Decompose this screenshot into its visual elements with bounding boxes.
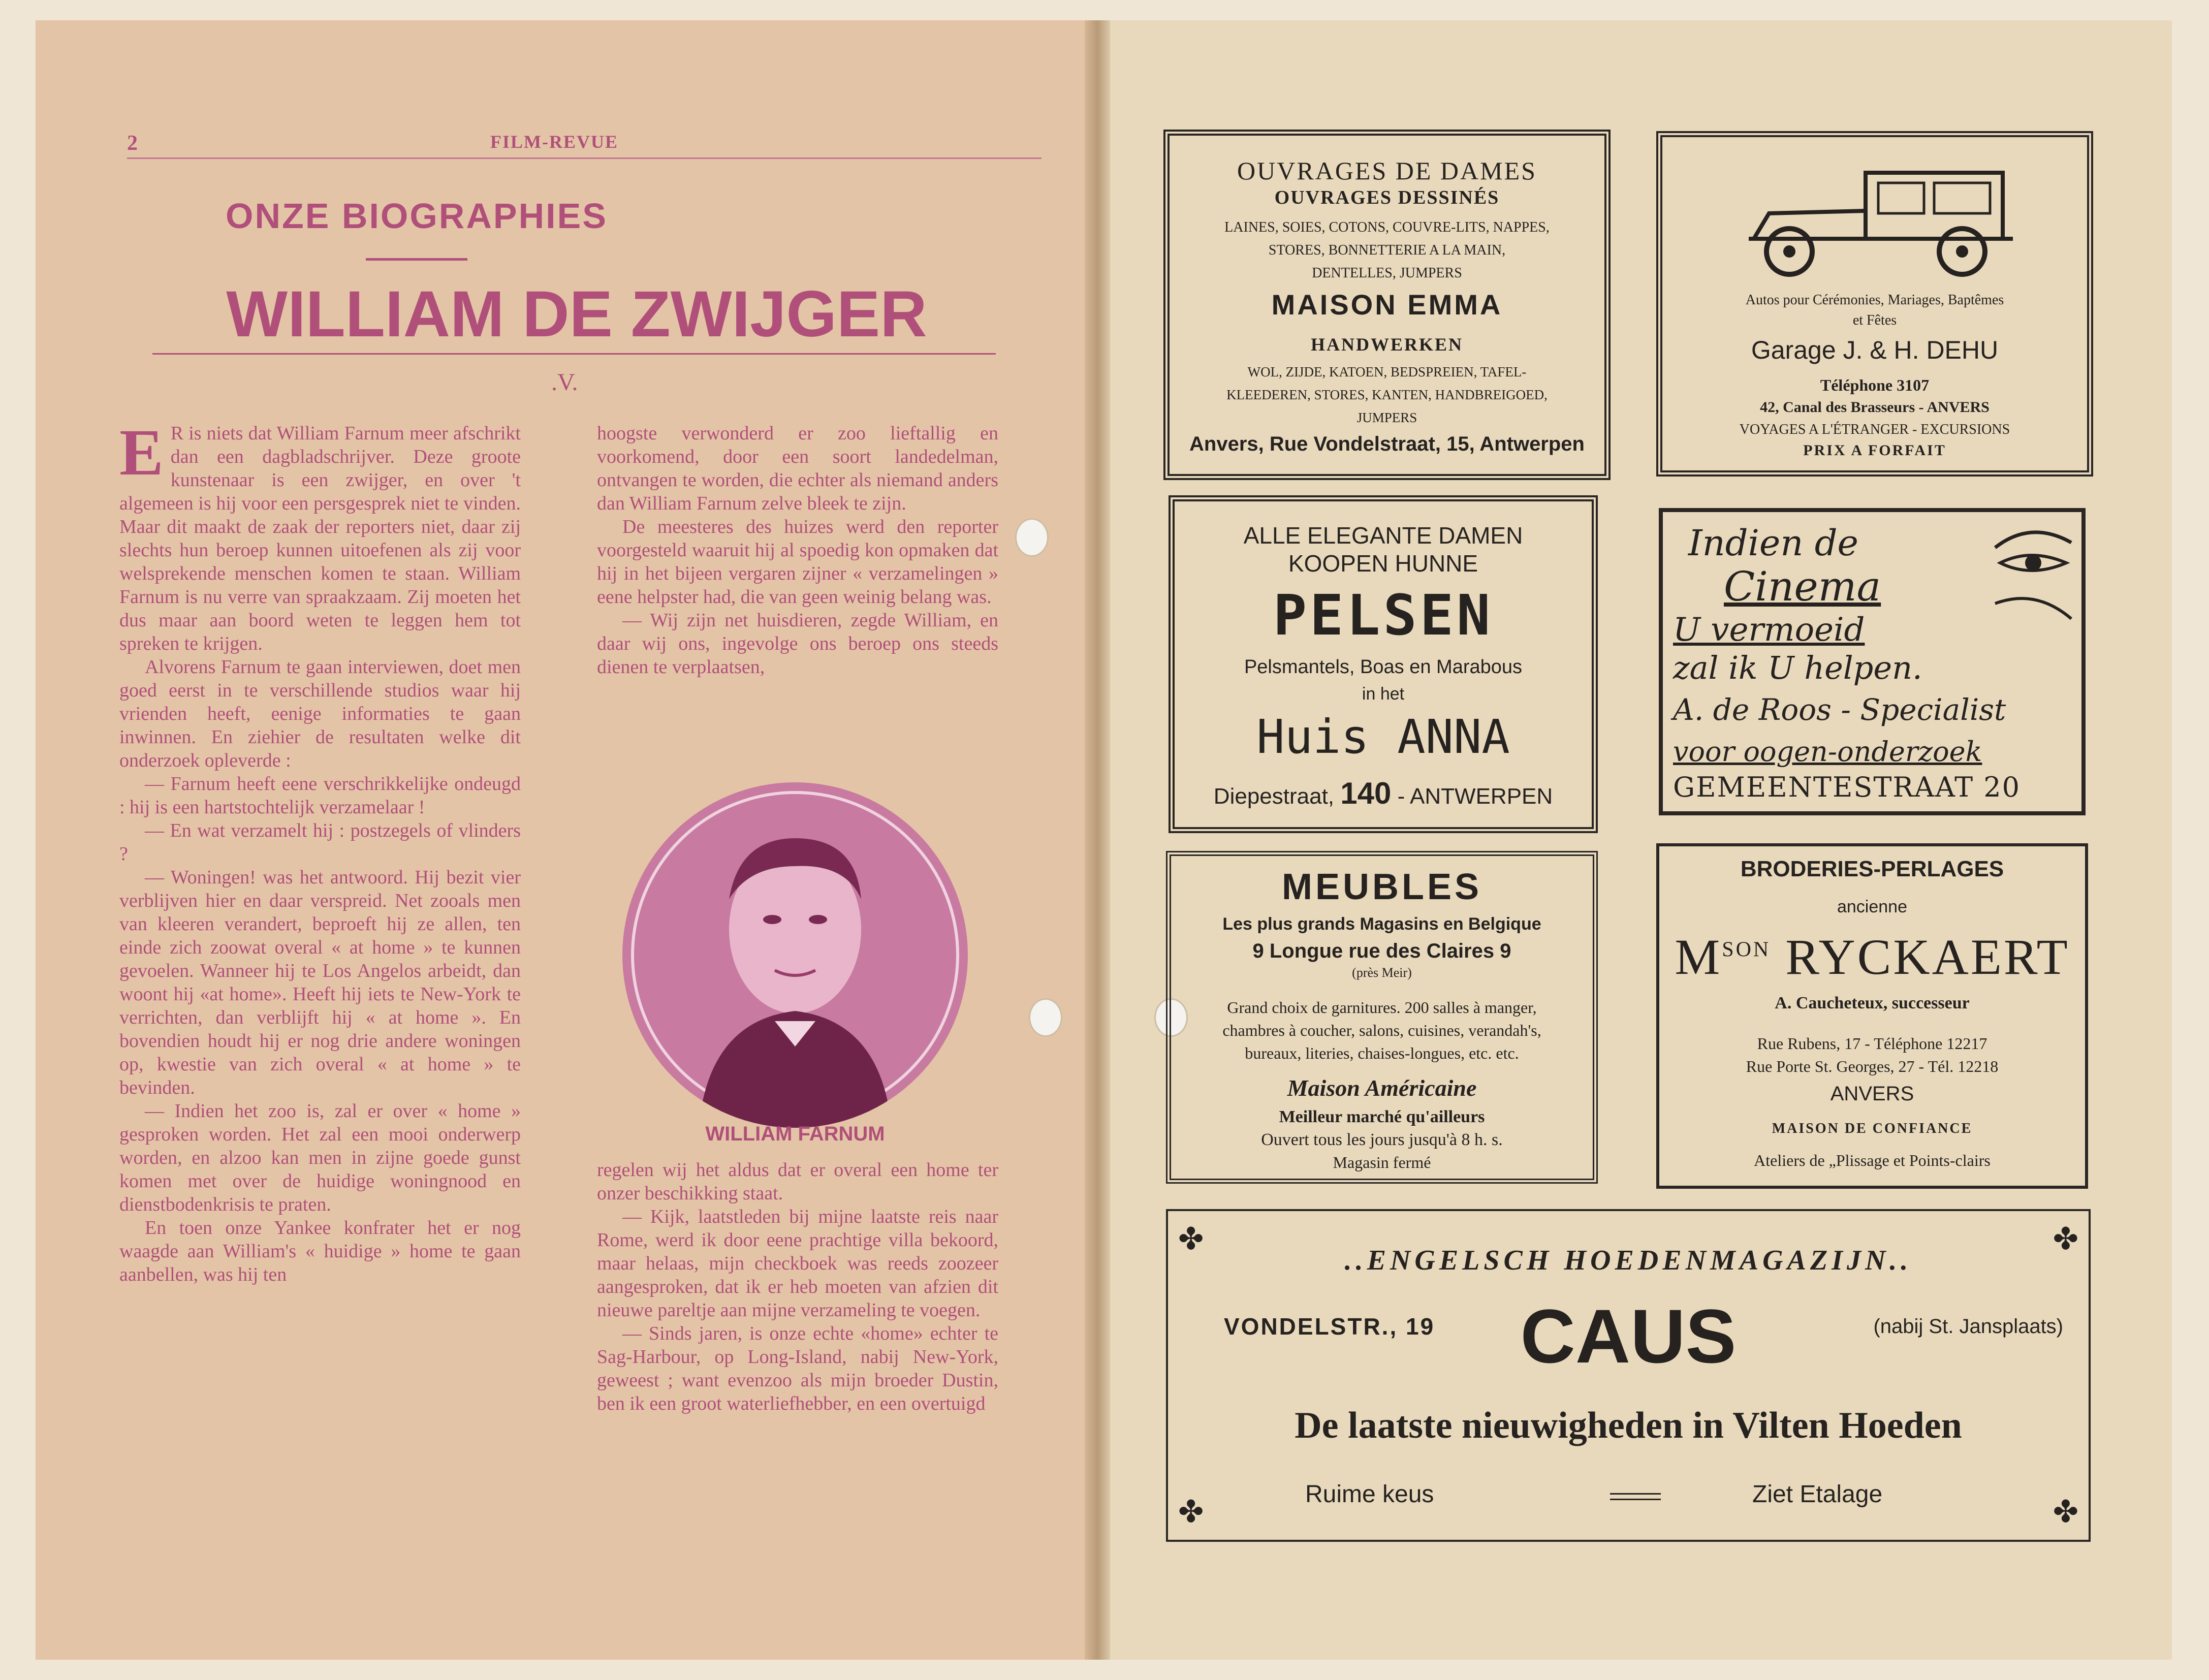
ad-line: bureaux, literies, chaises-longues, etc. etc. — [1245, 1044, 1519, 1062]
page-number: 2 — [127, 132, 138, 155]
headline-ornament: .V. — [551, 369, 578, 396]
name: RYCKAERT — [1785, 929, 2070, 985]
paragraph: regelen wij het aldus dat er overal een home ter onzer beschikking staat. — [597, 1159, 998, 1204]
ad-huis-anna — [1169, 495, 1598, 833]
punch-hole — [1029, 998, 1062, 1037]
paragraph: En toen onze Yankee konfrater het er nog waagde aan William's « huidige » home te gaan aanbellen, was hij ten — [119, 1217, 521, 1285]
ad-line: Ateliers de „Plissage et Points-clairs — [1754, 1151, 1991, 1169]
ad-line: ALLE ELEGANTE DAMEN — [1243, 522, 1523, 549]
ad-address: VONDELSTR., 19 — [1224, 1313, 1435, 1340]
ad-line: OUVRAGES DESSINÉS — [1274, 187, 1500, 208]
ad-line: zal ik U helpen. — [1673, 649, 1922, 686]
ad-business-name: CAUS — [1520, 1293, 1737, 1379]
name-prefix: M — [1675, 929, 1722, 985]
headline-underline — [152, 353, 996, 355]
ad-line: voor oogen-onderzoek — [1673, 736, 1982, 768]
ad-address: 42, Canal des Brasseurs - ANVERS — [1760, 399, 1990, 416]
ad-line: Les plus grands Magasins en Belgique — [1222, 914, 1541, 934]
ad-line: in het — [1362, 684, 1405, 704]
section-title: ONZE BIOGRAPHIES — [226, 196, 608, 236]
article-column-2-top — [597, 422, 998, 679]
title-rule — [366, 258, 467, 261]
paragraph: — Sinds jaren, is onze echte «home» echter te Sag-Harbour, op Long-Island, nabij New-York, geweest ; want evenzoo als mijn broeder Dustin, ben ik een groot waterliefhebber, en een overtuigd — [597, 1323, 998, 1414]
ad-line: A. Caucheteux, successeur — [1775, 994, 1970, 1012]
paragraph: — Wij zijn net huisdieren, zegde William, en daar wij ons, ingevolge ons beroep ons steeds dienen te verplaatsen, — [597, 610, 998, 678]
ad-address: Rue Porte St. Georges, 27 - Tél. 12218 — [1746, 1057, 1999, 1075]
ad-line: GEMEENTESTRAAT 20 — [1673, 771, 2021, 803]
article-column-2-bottom — [597, 1158, 998, 1415]
ad-address — [1175, 776, 1592, 811]
paragraph: hoogste verwonderd er zoo lieftallig en voorkomend, door een soort landedelman, ontvangen te worden, die echter als niemand anders dan William Farnum zelve bleek te zijn. — [597, 423, 998, 514]
running-header — [127, 127, 1042, 159]
ad-line: Ruime keus — [1305, 1481, 1434, 1508]
ad-line: PRIX A FORFAIT — [1803, 442, 1946, 459]
ad-meubles — [1166, 851, 1598, 1184]
ad-phone: Téléphone 3107 — [1820, 376, 1930, 394]
ad-line: et Fêtes — [1852, 312, 1897, 328]
ad-address: Rue Rubens, 17 - Téléphone 12217 — [1757, 1034, 1987, 1053]
ad-headline: MEUBLES — [1281, 867, 1482, 907]
ad-business-name — [1659, 928, 2085, 986]
ad-headline: BRODERIES-PERLAGES — [1740, 857, 2004, 881]
ad-line: MAISON DE CONFIANCE — [1772, 1121, 1973, 1136]
street-number: 140 — [1340, 776, 1392, 810]
ad-line: STORES, BONNETTERIE A LA MAIN, — [1268, 242, 1506, 258]
corner-ornament: ✤ — [2053, 1222, 2078, 1256]
paragraph: — Woningen! was het antwoord. Hij bezit vier verblijven hier en daar verspreid. Net zooals men van kleeren verandert, beproeft hij ze allen, ten einde zich zoowat overal « at home » te kunnen gevoelen. Wanneer hij te Los Angelos arbeidt, dan woont hij «at home». Heeft hij iets te New-York te verrichten, dan verblijft hij « at home ». En bovendien houdt hij er nog drie andere woningen op, kwestie van zich overal « at home » te bevinden. — [119, 867, 521, 1098]
drop-cap: E — [119, 416, 164, 489]
paragraph: — Kijk, laatstleden bij mijne laatste reis naar Rome, werd ik door eene prachtige villa bekoord, maar helaas, mijn checkboek was reeds zoozeer aangesproken, dat ik er heb moeten van afzien dit nieuwe pareltje aan mijne verzameling te voegen. — [597, 1206, 998, 1321]
ad-line: Ziet Etalage — [1752, 1481, 1883, 1508]
street: Diepestraat, — [1213, 784, 1335, 809]
ad-line: U vermoeid — [1673, 611, 1865, 649]
ad-line: HANDWERKEN — [1310, 334, 1464, 355]
ad-line: chambres à coucher, salons, cuisines, verandah's, — [1222, 1021, 1541, 1039]
photo-caption: WILLIAM FARNUM — [705, 1123, 885, 1145]
ad-line: A. de Roos - Specialist — [1673, 692, 2006, 727]
paragraph: — Indien het zoo is, zal er over « home » gesproken worden. Het zal een mooi onderwerp worden, en alzoo kan men in zijne goede gunst komen met over de huidige woningnood en dienstbodenkrisis te praten. — [119, 1100, 521, 1215]
paragraph: De meesteres des huizes werd den reporter voorgesteld waaruit hij al spoedig kon opmaken dat hij in het bijeen vergaren zijner « verzamelingen » eene helpster had, die van geen weinig belang was. — [597, 516, 998, 608]
ad-line: VOYAGES A L'ÉTRANGER - EXCURSIONS — [1739, 422, 2010, 437]
ad-line: OUVRAGES DE DAMES — [1237, 156, 1537, 185]
ad-line: Autos pour Cérémonies, Mariages, Baptêmes — [1745, 292, 2004, 308]
punch-hole — [1015, 518, 1049, 557]
ad-de-roos — [1659, 508, 2086, 815]
ad-line: WOL, ZIJDE, KATOEN, BEDSPREIEN, TAFEL- — [1247, 364, 1527, 379]
article-headline: WILLIAM DE ZWIJGER — [226, 278, 927, 351]
ad-line: Grand choix de garnitures. 200 salles à manger, — [1227, 998, 1537, 1017]
ad-business-name: Maison Américaine — [1287, 1075, 1477, 1101]
ad-business-name: MAISON EMMA — [1271, 289, 1503, 321]
ad-caus — [1166, 1209, 2091, 1542]
article-column-1 — [119, 416, 521, 1286]
ad-line: ancienne — [1837, 897, 1907, 916]
ad-headline: PELSEN — [1273, 583, 1494, 648]
publication-name: FILM-REVUE — [490, 132, 618, 152]
ad-location: (nabij St. Jansplaats) — [1873, 1315, 2063, 1338]
ad-business-name: Huis ANNA — [1256, 710, 1510, 764]
paragraph: Alvorens Farnum te gaan interviewen, doet men goed eerst in te verschillende studios waar hij vrienden heeft, eenige informaties te gaan inwinnen. En ziehier de resultaten welke dit onderzoek opleverde : — [119, 656, 521, 771]
ad-maison-emma — [1163, 130, 1611, 480]
ad-line: (près Meir) — [1352, 965, 1412, 980]
name-superscript: SON — [1722, 938, 1771, 962]
ad-address: Anvers, Rue Vondelstraat, 15, Antwerpen — [1189, 433, 1585, 455]
ad-line: Meilleur marché qu'ailleurs — [1279, 1107, 1485, 1126]
portrait-photo — [622, 782, 968, 1128]
ad-business-name: Garage J. & H. DEHU — [1751, 336, 1999, 364]
ad-line: KOOPEN HUNNE — [1288, 550, 1478, 577]
city: - ANTWERPEN — [1397, 784, 1553, 809]
ad-line: Cinema — [1724, 563, 1881, 610]
ad-line: JUMPERS — [1356, 410, 1417, 425]
corner-ornament: ✤ — [1178, 1495, 1204, 1529]
automobile-illustration — [1739, 163, 2023, 284]
divider — [1610, 1493, 1661, 1500]
ad-line: KLEEDEREN, STORES, KANTEN, HANDBREIGOED, — [1226, 387, 1548, 402]
page-spine — [1085, 20, 1110, 1660]
ad-line: ANVERS — [1830, 1083, 1914, 1105]
ad-garage-dehu — [1656, 131, 2093, 477]
eye-drawing — [1990, 517, 2076, 634]
paragraph: R is niets dat William Farnum meer afschrikt dan een dagbladschrijver. Deze groote kunstenaar is een zwijger, en over 't algemeen is hij voor een persgesprek niet te vinden. Maar dit maakt de zaak der reporters niet, daar zij slechts hun beroep kunnen uitoefenen als zij voor welsprekende menschen komen te staan. William Farnum is nu verre van spraakzaam. Zij moeten het dus maar aan boord weten te leggen hem tot spreken te krijgen. — [119, 423, 521, 654]
ad-line: DENTELLES, JUMPERS — [1312, 265, 1462, 281]
ad-ryckaert — [1656, 843, 2088, 1189]
paragraph: — Farnum heeft eene verschrikkelijke ondeugd : hij is een hartstochtelijk verzamelaar ! — [119, 773, 521, 818]
ad-headline: ..ENGELSCH HOEDENMAGAZIJN.. — [1344, 1245, 1912, 1276]
corner-ornament: ✤ — [2053, 1495, 2078, 1529]
ad-slogan: De laatste nieuwigheden in Vilten Hoeden — [1295, 1405, 1962, 1446]
ad-line: Indien de — [1688, 522, 1858, 564]
paragraph: — En wat verzamelt hij : postzegels of vlinders ? — [119, 820, 521, 865]
ad-line: LAINES, SOIES, COTONS, COUVRE-LITS, NAPPES, — [1224, 219, 1550, 235]
ad-line: 9 Longue rue des Claires 9 — [1252, 940, 1511, 962]
ad-line: Magasin fermé — [1333, 1153, 1431, 1171]
ad-line: Ouvert tous les jours jusqu'à 8 h. s. — [1261, 1130, 1503, 1149]
ad-line: Pelsmantels, Boas en Marabous — [1244, 656, 1523, 678]
corner-ornament: ✤ — [1178, 1222, 1204, 1256]
